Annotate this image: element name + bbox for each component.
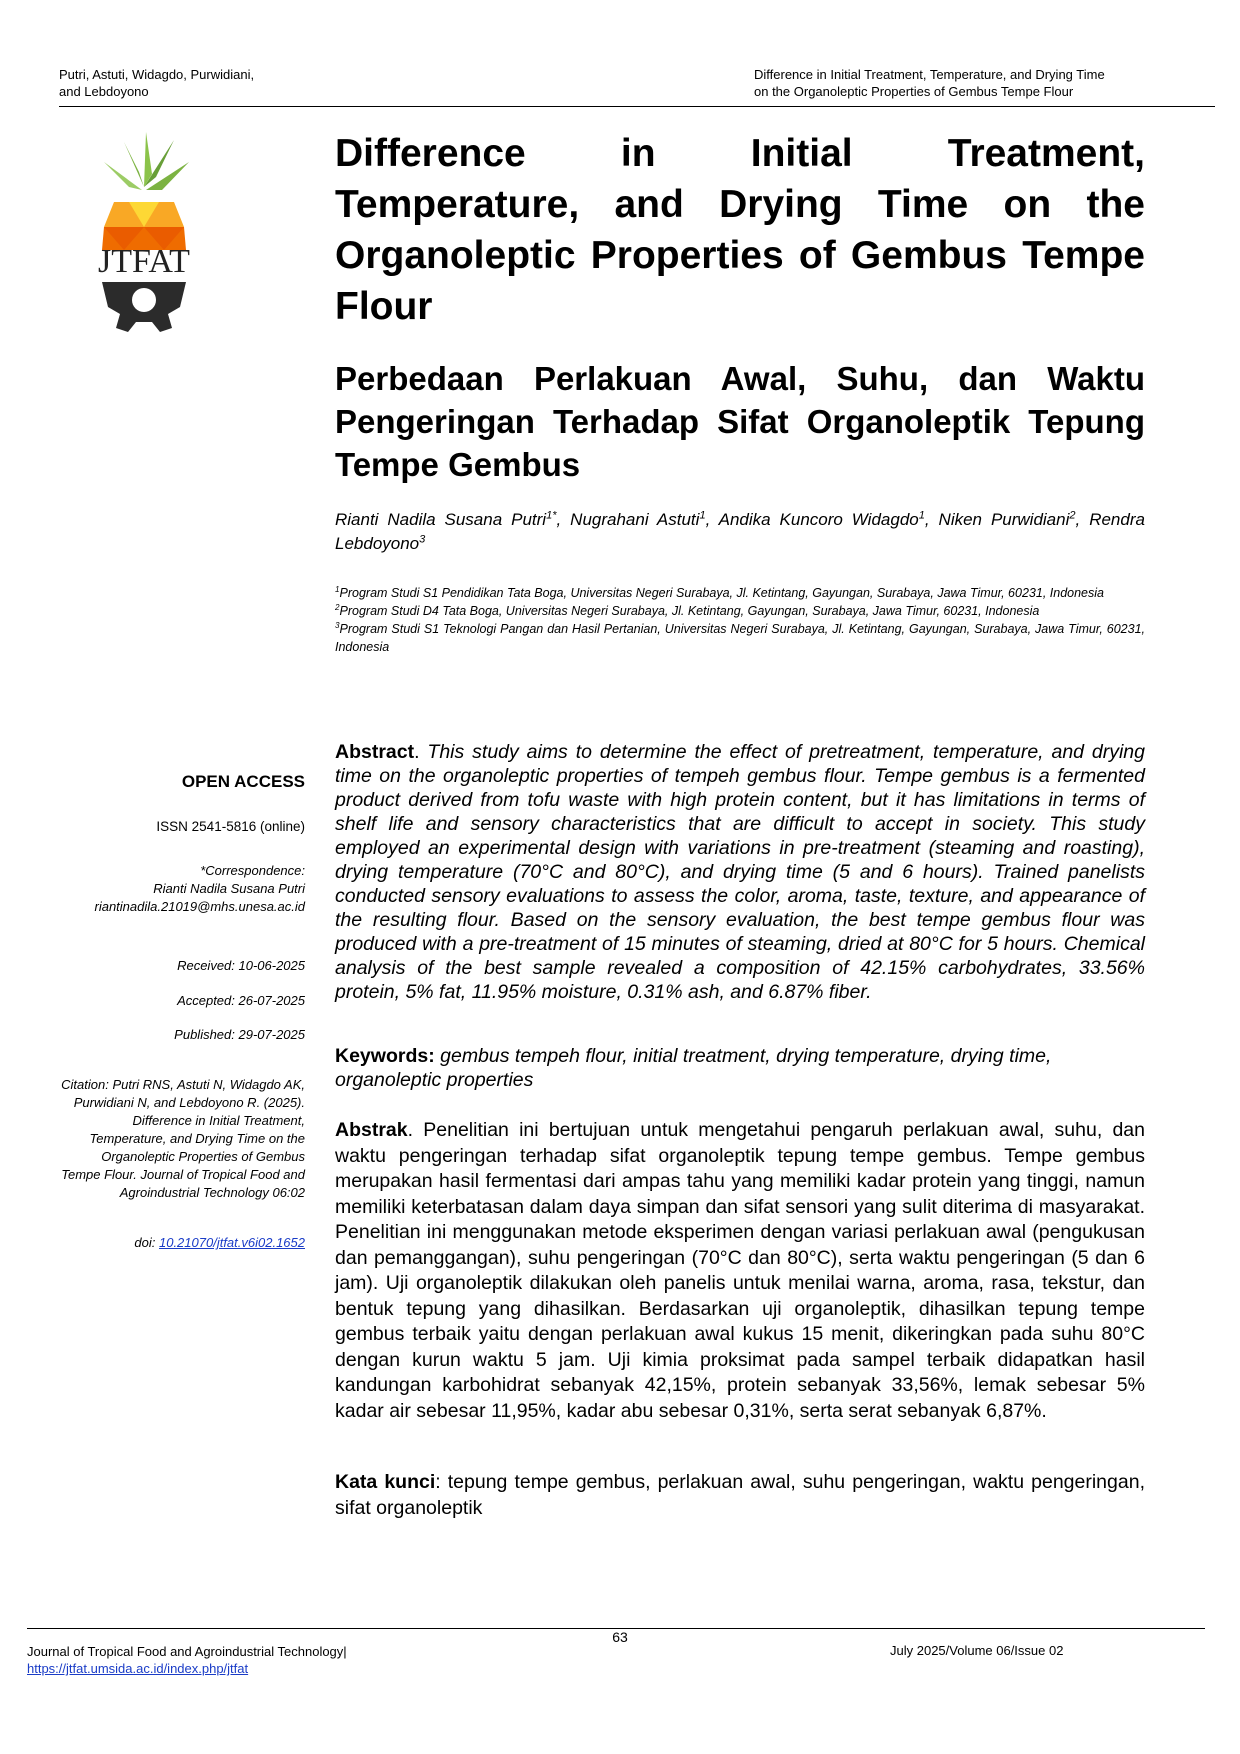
author-affiliation-mark: 1 — [699, 509, 706, 522]
author-name: Andika Kuncoro Widagdo — [718, 510, 919, 529]
article-title-indonesian: Perbedaan Perlakuan Awal, Suhu, dan Waktu Pengeringan Terhadap Sifat Organoleptik Tepung Tempe Gembus — [335, 360, 1145, 483]
running-header-authors — [59, 66, 389, 100]
accepted-date: Accepted: 26-07-2025 — [177, 993, 305, 1008]
running-header-title-line2: on the Organoleptic Properties of Gembus Tempe Flour — [754, 84, 1074, 99]
author-separator: , — [556, 510, 571, 529]
published-date: Published: 29-07-2025 — [174, 1027, 305, 1042]
correspondence-label: *Correspondence: — [200, 863, 305, 878]
author-name: Niken Purwidiani — [938, 510, 1070, 529]
logo-text: JTFAT — [98, 243, 190, 280]
article-title: Difference in Initial Treatment, Temperature, and Drying Time on the Organoleptic Properties of Gembus Tempe Flour — [335, 132, 1145, 328]
footer-journal — [27, 1643, 347, 1677]
author-separator: , — [705, 510, 719, 529]
affiliation-mark: 3 — [335, 620, 340, 630]
affiliation-text: Program Studi S1 Teknologi Pangan dan Hasil Pertanian, Universitas Negeri Surabaya, Jl. Ketintang, Gayungan, Surabaya, Jawa Timur, 60231, Indonesia — [335, 622, 1145, 654]
abstrak-text: Penelitian ini bertujuan untuk mengetahui pengaruh perlakuan awal, suhu, dan waktu pengeringan terhadap sifat organoleptik tepung tempe gembus. Tempe gembus merupakan hasil fermentasi dari ampas tahu yang memiliki kadar protein yang tinggi, namun memiliki keterbatasan dalam daya simpan dan sifat sensori yang sulit diterima di masyarakat. Penelitian ini menggunakan metode eksperimen dengan variasi perlakuan awal (pengukusan dan pemanggangan), suhu pengeringan (70°C dan 80°C), serta waktu pengeringan (5 dan 6 jam). Uji organoleptik dilakukan oleh panelis untuk menilai warna, aroma, rasa, tekstur, dan bentuk tepung yang dihasilkan. Berdasarkan uji organoleptik, dihasilkan tepung tempe gembus terbaik yaitu dengan perlakuan awal kukus 15 menit, dikeringkan pada suhu 80°C dengan kurun waktu 5 jam. Uji kimia proksimat pada sampel terbaik didapatkan hasil kandungan karbohidrat sebanyak 42,15%, protein sebanyak 33,56%, lemak sebesar 5% kadar air sebesar 11,95%, kadar abu sebesar 0,31%, serta serat sebanyak 6,87%. — [335, 1119, 1145, 1422]
running-header-title — [754, 66, 1174, 100]
header-rule — [59, 106, 1215, 107]
open-access-label: OPEN ACCESS — [181, 772, 305, 791]
issn: ISSN 2541-5816 (online) — [156, 819, 305, 834]
author-affiliation-mark: 1 — [918, 509, 925, 522]
citation: Citation: Putri RNS, Astuti N, Widagdo AK, Purwidiani N, and Lebdoyono R. (2025). Difference in Initial Treatment, Temperature, and Drying Time on the Organoleptic Properties of Gembus Tempe Flour. Journal of Tropical Food and Agroindustrial Technology 06:02 — [61, 1077, 305, 1200]
affiliation-mark: 1 — [335, 584, 340, 594]
affiliation-text: Program Studi S1 Pendidikan Tata Boga, Universitas Negeri Surabaya, Jl. Ketintang, Gayungan, Surabaya, Jawa Timur, 60231, Indonesia — [339, 586, 1104, 600]
doi — [40, 1234, 305, 1252]
author-affiliation-mark: 1* — [546, 509, 557, 522]
abstract-text: This study aims to determine the effect of pretreatment, temperature, and drying time on the organoleptic properties of tempeh gembus flour. Tempe gembus is a fermented product derived from tofu waste with high protein content, but it has limitations in terms of shelf life and sensory characteristics that are difficult to accept in society. This study employed an experimental design with variations in pre-treatment (steaming and roasting), drying temperature (70°C and 80°C), and drying time (5 and 6 hours). Trained panelists conducted sensory evaluations to assess the color, aroma, taste, texture, and appearance of the resulting flour. Based on the sensory evaluation, the best tempe gembus flour was produced with a pre-treatment of 15 minutes of steaming, dried at 80°C for 5 hours. Chemical analysis of the best sample revealed a composition of 42.15% carbohydrates, 33.56% protein, 5% fat, 11.95% moisture, 0.31% ash, and 6.87% fiber. — [335, 741, 1145, 1003]
page-number: 63 — [612, 1629, 628, 1645]
kata-kunci-text: : tepung tempe gembus, perlakuan awal, suhu pengeringan, waktu pengeringan, sifat organoleptik — [335, 1471, 1145, 1519]
correspondence — [40, 862, 305, 916]
abstract-label: Abstract — [335, 741, 415, 763]
footer-journal-link[interactable]: https://jtfat.umsida.ac.id/index.php/jtfat — [27, 1661, 249, 1676]
keywords-english — [335, 1044, 1145, 1092]
affiliation-list — [335, 584, 1145, 656]
running-header-title-line1: Difference in Initial Treatment, Temperature, and Drying Time — [754, 67, 1105, 82]
author-name: Rianti Nadila Susana Putri — [335, 510, 547, 529]
journal-logo — [84, 132, 204, 337]
abstrak-label: Abstrak — [335, 1119, 408, 1141]
abstract-english: Abstract. This study aims to determine the effect of pretreatment, temperature, and drying time on the organoleptic properties of tempeh gembus flour. Tempe gembus is a fermented product derived from tofu waste with high protein content, but it has limitations in terms of shelf life and sensory characteristics that are difficult to accept in society. This study employed an experimental design with variations in pre-treatment (steaming and roasting), drying temperature (70°C and 80°C), and drying time (5 and 6 hours). Trained panelists conducted sensory evaluations to assess the color, aroma, taste, texture, and appearance of the resulting flour. Based on the sensory evaluation, the best tempe gembus flour was produced with a pre-treatment of 15 minutes of steaming, dried at 80°C for 5 hours. Chemical analysis of the best sample revealed a composition of 42.15% carbohydrates, 33.56% protein, 5% fat, 11.95% moisture, 0.31% ash, and 6.87% fiber. — [335, 741, 1145, 1003]
affiliation-item — [335, 620, 1145, 656]
running-header-authors-line2: and Lebdoyono — [59, 84, 149, 99]
correspondence-email: riantinadila.21019@mhs.unesa.ac.id — [94, 899, 305, 914]
doi-label: doi: — [134, 1235, 156, 1250]
author-affiliation-mark: 3 — [419, 533, 426, 546]
kata-kunci-label: Kata kunci — [335, 1471, 436, 1493]
author-separator: , — [1075, 510, 1090, 529]
affiliation-mark: 2 — [335, 602, 340, 612]
footer-issue: July 2025/Volume 06/Issue 02 — [890, 1643, 1064, 1658]
author-separator: , — [924, 510, 939, 529]
author-affiliation-mark: 2 — [1069, 509, 1076, 522]
affiliation-item — [335, 584, 1145, 602]
running-header-authors-line1: Putri, Astuti, Widagdo, Purwidiani, — [59, 67, 255, 82]
keywords-label: Keywords: — [335, 1045, 435, 1067]
author-name: Nugrahani Astuti — [570, 510, 700, 529]
keywords-indonesian — [335, 1470, 1145, 1521]
received-date: Received: 10-06-2025 — [177, 958, 305, 973]
affiliation-item — [335, 602, 1145, 620]
keywords-text: gembus tempeh flour, initial treatment, drying temperature, drying time, organoleptic properties — [335, 1045, 1052, 1091]
footer-journal-name: Journal of Tropical Food and Agroindustrial Technology| — [27, 1644, 347, 1659]
abstract-indonesian: Abstrak. Penelitian ini bertujuan untuk mengetahui pengaruh perlakuan awal, suhu, dan waktu pengeringan terhadap sifat organoleptik tepung tempe gembus. Tempe gembus merupakan hasil fermentasi dari ampas tahu yang memiliki kadar protein yang tinggi, namun memiliki keterbatasan dalam daya simpan dan sifat sensori yang sulit diterima di masyarakat. Penelitian ini menggunakan metode eksperimen dengan variasi perlakuan awal (pengukusan dan pemanggangan), suhu pengeringan (70°C dan 80°C), serta waktu pengeringan (5 dan 6 jam). Uji organoleptik dilakukan oleh panelis untuk menilai warna, aroma, rasa, tekstur, dan bentuk tepung yang dihasilkan. Berdasarkan uji organoleptik, dihasilkan tepung tempe gembus terbaik yaitu dengan perlakuan awal kukus 15 menit, dikeringkan pada suhu 80°C dengan kurun waktu 5 jam. Uji kimia proksimat pada sampel terbaik didapatkan hasil kandungan karbohidrat sebanyak 42,15%, protein sebanyak 33,56%, lemak sebesar 5% kadar air sebesar 11,95%, kadar abu sebesar 0,31%, serta serat sebanyak 6,87%. — [335, 1119, 1145, 1422]
affiliation-text: Program Studi D4 Tata Boga, Universitas Negeri Surabaya, Jl. Ketintang, Gayungan, Surabaya, Jawa Timur, 60231, Indonesia — [339, 604, 1040, 618]
correspondence-name: Rianti Nadila Susana Putri — [153, 881, 305, 896]
author-list — [335, 508, 1145, 556]
doi-link[interactable]: 10.21070/jtfat.v6i02.1652 — [158, 1235, 305, 1250]
author-name: Rendra Lebdoyono — [335, 510, 1145, 553]
